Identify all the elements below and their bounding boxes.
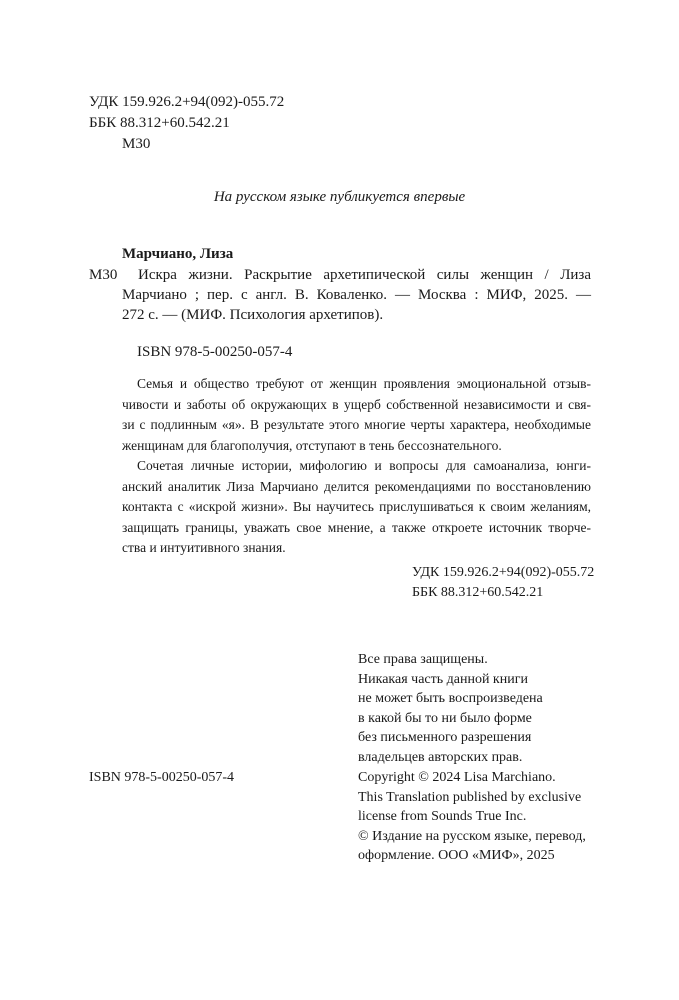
description-line: Марчиано ; пер. с англ. В. Коваленко. — Москва : МИФ, 2025. —: [122, 287, 591, 303]
annotation-line: ства и интуитивного знания.: [122, 540, 286, 555]
annotation-line: Сочетая личные истории, мифологию и вопросы для самоанализа, юнги-: [137, 458, 591, 473]
first-publication-note: На русском языке публикуется впервые: [213, 189, 466, 205]
annotation-line: женщинам для благополучия, отступают в тень бессознательного.: [122, 437, 502, 453]
catalog-description: [122, 265, 591, 325]
rights-line: владельцев авторских прав.: [358, 749, 523, 765]
copyright-line: This Translation published by exclusive: [358, 789, 582, 805]
annotation-line: анский аналитик Лиза Марчиано делится рекомендациями по восстановлению: [122, 478, 591, 494]
catalog-isbn: ISBN 978-5-00250-057-4: [137, 344, 293, 360]
copyright-line: license from Sounds True Inc.: [358, 809, 527, 824]
rights-notice: [358, 650, 543, 767]
rights-line: Никакая часть данной книги: [358, 671, 528, 687]
author-heading: Марчиано, Лиза: [122, 246, 234, 262]
annotation-line: контакта с «искрой жизни». Вы научитесь прислушиваться к своим желаниям,: [122, 499, 591, 514]
rights-line: не может быть воспроизведена: [358, 691, 543, 706]
bottom-udk: УДК 159.926.2+94(092)-055.72: [412, 565, 595, 580]
annotation: [122, 374, 591, 559]
copyright-line: Copyright © 2024 Lisa Marchiano.: [358, 770, 556, 785]
annotation-line: защищать границы, уважать свое мнение, а также откроете источник творче-: [122, 519, 591, 535]
top-udk: УДК 159.926.2+94(092)-055.72: [89, 94, 285, 110]
copyright-line: оформление. ООО «МИФ», 2025: [358, 848, 555, 863]
description-line: 272 с. — (МИФ. Психология архетипов).: [122, 307, 384, 323]
annotation-line: чивости и заботы об окружающих в ущерб собственной независимости и свя-: [122, 396, 591, 412]
rights-line: Все права защищены.: [358, 652, 488, 667]
top-author-mark: М30: [122, 136, 151, 152]
copyright-line: © Издание на русском языке, перевод,: [358, 828, 586, 844]
annotation-line: зи с подлинным «я». В результате этого многие черты характера, необходимые: [122, 417, 591, 432]
copyright-block: [358, 768, 586, 866]
rights-line: без письменного разрешения: [358, 730, 532, 745]
catalog-author-mark: М30: [89, 267, 118, 283]
bottom-bbk: ББК 88.312+60.542.21: [412, 585, 544, 600]
bottom-isbn: ISBN 978-5-00250-057-4: [89, 770, 235, 785]
rights-line: в какой бы то ни было форме: [358, 710, 532, 726]
description-line: Искра жизни. Раскрытие архетипической силы женщин / Лиза: [138, 267, 591, 283]
top-bbk: ББК 88.312+60.542.21: [89, 115, 230, 131]
annotation-line: Семья и общество требуют от женщин проявления эмоциональной отзыв-: [137, 376, 591, 391]
